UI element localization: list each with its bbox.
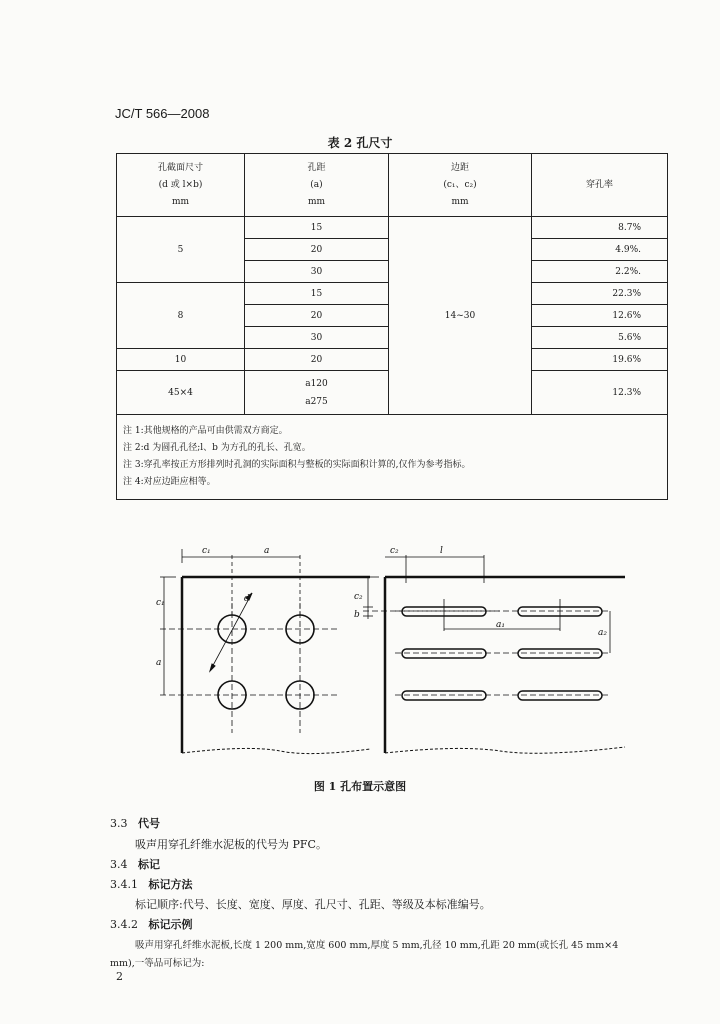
section-3-3-heading: 3.3 代号: [110, 817, 160, 830]
slot-hole-panel: [363, 555, 625, 753]
col-header-rate: 穿孔率: [532, 154, 668, 217]
dim-c1: c₁: [202, 546, 211, 556]
dim-l: l: [440, 546, 443, 556]
dim-b: b: [354, 610, 360, 620]
standard-number: JC/T 566—2008: [115, 106, 210, 121]
table-row: 10 20 19.6%: [117, 349, 668, 371]
section-3-4-1-heading: 3.4.1 标记方法: [110, 878, 193, 891]
page-number: 2: [116, 970, 123, 983]
table-row: 5 15 14~30 8.7%: [117, 217, 668, 239]
dim-a2: a₂: [598, 628, 607, 638]
section-3-4-2-heading: 3.4.2 标记示例: [110, 918, 193, 931]
dim-c1-vertical: c₁: [156, 598, 165, 608]
table-row: 20 12.6%: [117, 305, 668, 327]
col-header-pitch: 孔距 (a) mm: [245, 154, 389, 217]
table-row: 30 5.6%: [117, 327, 668, 349]
section-3-4-2-text: 吸声用穿孔纤维水泥板,长度 1 200 mm,宽度 600 mm,厚度 5 mm,孔径 10 mm,孔距 20 mm(或长孔 45 mm×4: [135, 940, 619, 951]
dim-a1: a₁: [496, 620, 505, 630]
slot-hole: [518, 691, 602, 700]
table-row: 8 15 22.3%: [117, 283, 668, 305]
section-3-3-text: 吸声用穿孔纤维水泥板的代号为 PFC。: [135, 838, 327, 851]
figure-caption: 图 1 孔布置示意图: [313, 780, 407, 793]
table-row: 45×4 a120 a275 12.3%: [117, 371, 668, 415]
dim-c2: c₂: [390, 546, 399, 556]
slot-hole: [402, 649, 486, 658]
table-row: 20 4.9%.: [117, 239, 668, 261]
dim-a-vertical: a: [156, 658, 162, 668]
table-caption: 表 2 孔尺寸: [327, 136, 393, 150]
dim-a: a: [264, 546, 270, 556]
table-header-row: [117, 154, 668, 217]
table-notes-row: [117, 415, 668, 500]
table-notes: [117, 415, 668, 500]
col-header-margin: 边距 (c₁、c₂) mm: [389, 154, 532, 217]
section-3-4-heading: 3.4 标记: [110, 858, 160, 871]
hole-size-table: [116, 153, 668, 500]
note-3: 注 3:穿孔率按正方形排列时孔洞的实际面积与整板的实际面积计算的,仅作为参考指标。: [123, 460, 471, 470]
table-row: 30 2.2%.: [117, 261, 668, 283]
section-3-4-1-text: 标记顺序:代号、长度、宽度、厚度、孔尺寸、孔距、等级及本标准编号。: [135, 898, 491, 911]
slot-hole: [402, 691, 486, 700]
section-3-4-2-text-cont: mm),一等品可标记为:: [110, 958, 205, 969]
slot-hole: [518, 649, 602, 658]
col-header-size: 孔截面尺寸 (d 或 l×b) mm: [117, 154, 245, 217]
dim-c2-vertical: c₂: [354, 592, 363, 602]
round-hole-panel: [160, 549, 370, 754]
dim-d: d: [244, 594, 250, 604]
note-4: 注 4:对应边距应相等。: [123, 477, 216, 487]
note-2: 注 2:d 为圆孔孔径;l、b 为方孔的孔长、孔宽。: [123, 443, 311, 453]
margin-cell: 14~30: [389, 217, 532, 415]
note-1: 注 1:其他规格的产品可由供需双方商定。: [123, 426, 288, 436]
hole-layout-figure: [140, 543, 640, 758]
